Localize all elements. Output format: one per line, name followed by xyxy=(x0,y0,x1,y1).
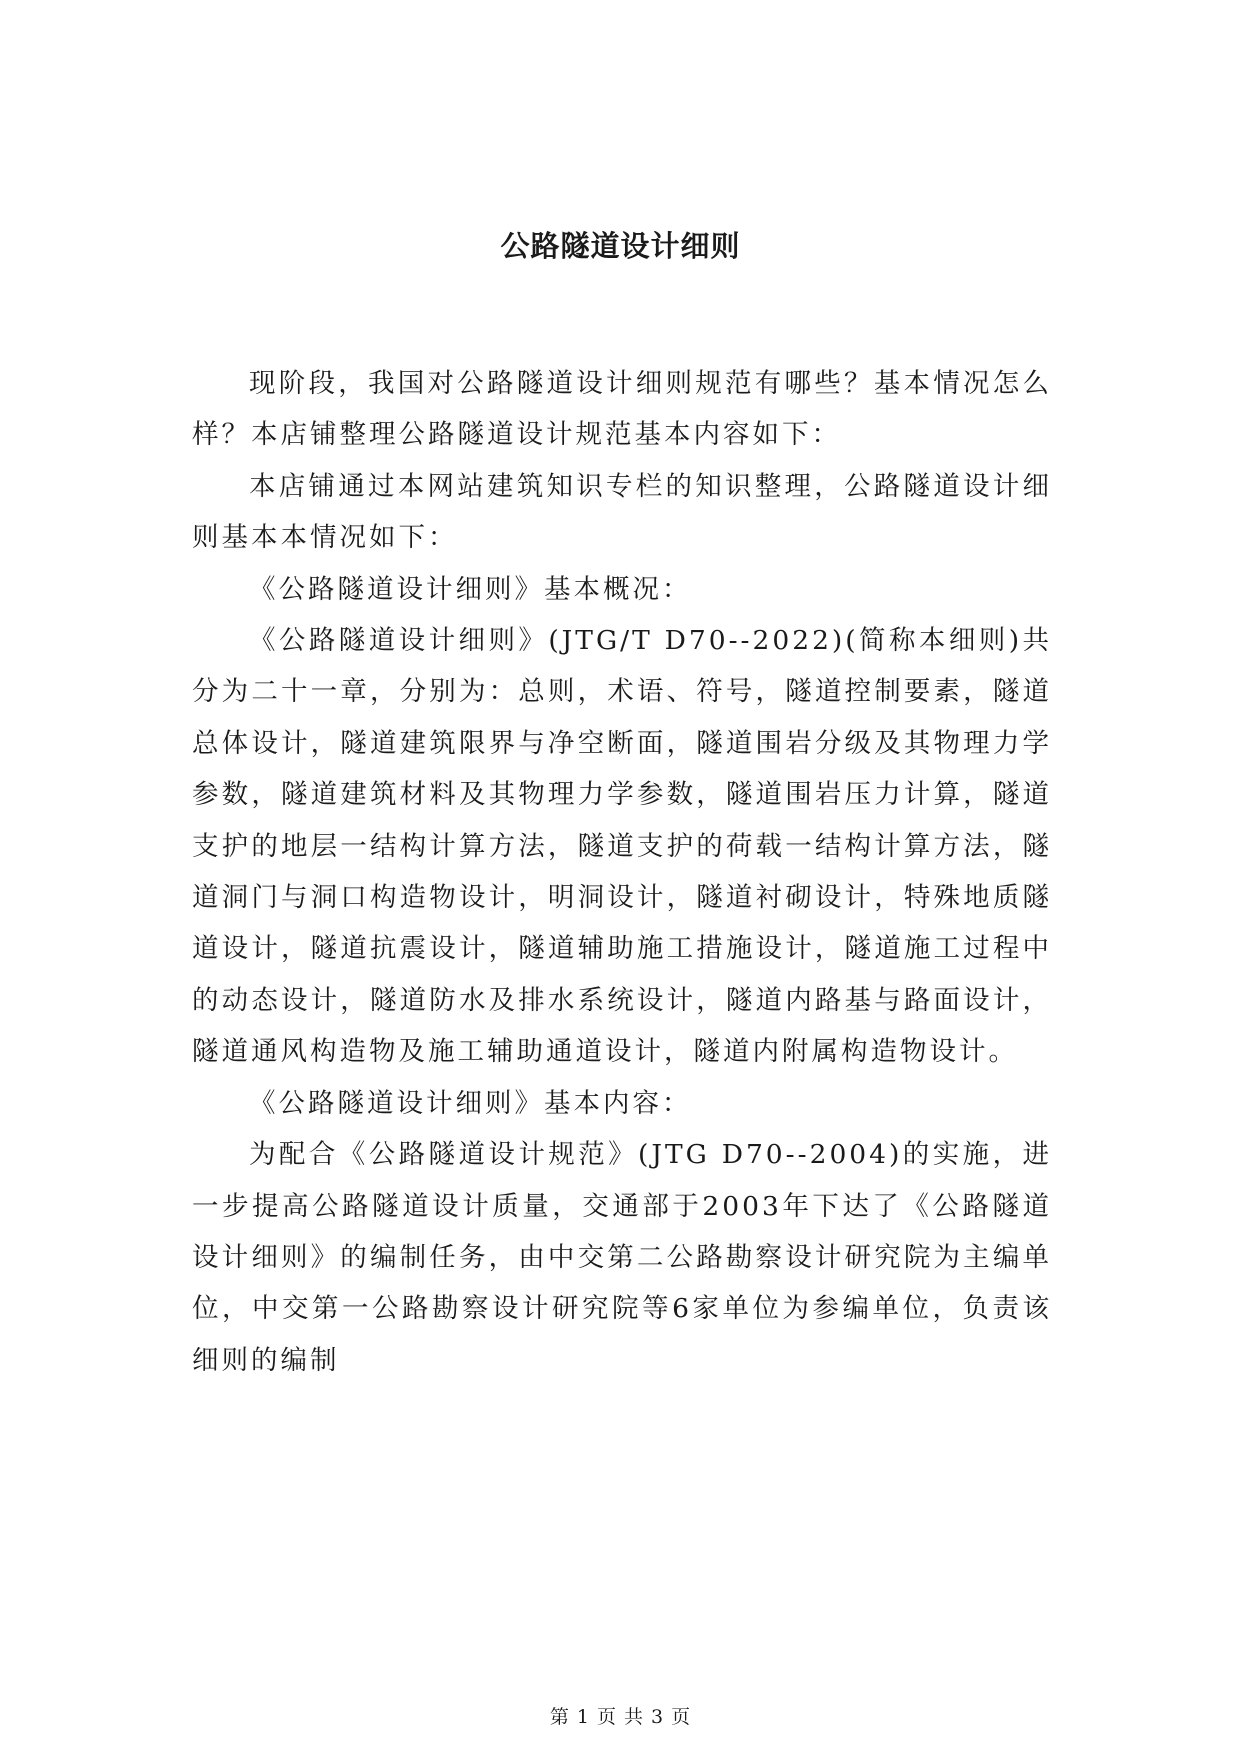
paragraph-intro: 现阶段，我国对公路隧道设计细则规范有哪些？基本情况怎么样？本店铺整理公路隧道设计规范基本内容如下： xyxy=(192,368,1052,451)
document-body xyxy=(192,358,1052,1386)
paragraph-overview-heading: 《公路隧道设计细则》基本概况： xyxy=(249,573,692,605)
paragraph-chapters: 《公路隧道设计细则》(JTG/T D70--2022)(简称本细则)共分为二十一章，分别为：总则，术语、符号，隧道控制要素，隧道总体设计，隧道建筑限界与净空断面，隧道围岩分级及其物理力学参数，隧道建筑材料及其物理力学参数，隧道围岩压力计算，隧道支护的地层一结构计算方法，隧道支护的荷载一结构计算方法，隧道洞门与洞口构造物设计，明洞设计，隧道衬砌设计，特殊地质隧道设计，隧道抗震设计，隧道辅助施工措施设计，隧道施工过程中的动态设计，隧道防水及排水系统设计，隧道内路基与路面设计，隧道通风构造物及施工辅助通道设计，隧道内附属构造物设计。 xyxy=(192,625,1052,1068)
paragraph-summary: 本店铺通过本网站建筑知识专栏的知识整理，公路隧道设计细则基本本情况如下： xyxy=(192,470,1052,554)
document-title: 公路隧道设计细则 xyxy=(500,229,741,263)
paragraph-background: 为配合《公路隧道设计规范》(JTG D70--2004)的实施，进一步提高公路隧道设计质量，交通部于2003年下达了《公路隧道设计细则》的编制任务，由中交第二公路勘察设计研究院为主编单位，中交第一公路勘察设计研究院等6家单位为参编单位，负责该细则的编制 xyxy=(192,1139,1052,1376)
page-footer: 第 1 页 共 3 页 xyxy=(549,1706,692,1728)
paragraph-content-heading: 《公路隧道设计细则》基本内容： xyxy=(249,1087,692,1119)
